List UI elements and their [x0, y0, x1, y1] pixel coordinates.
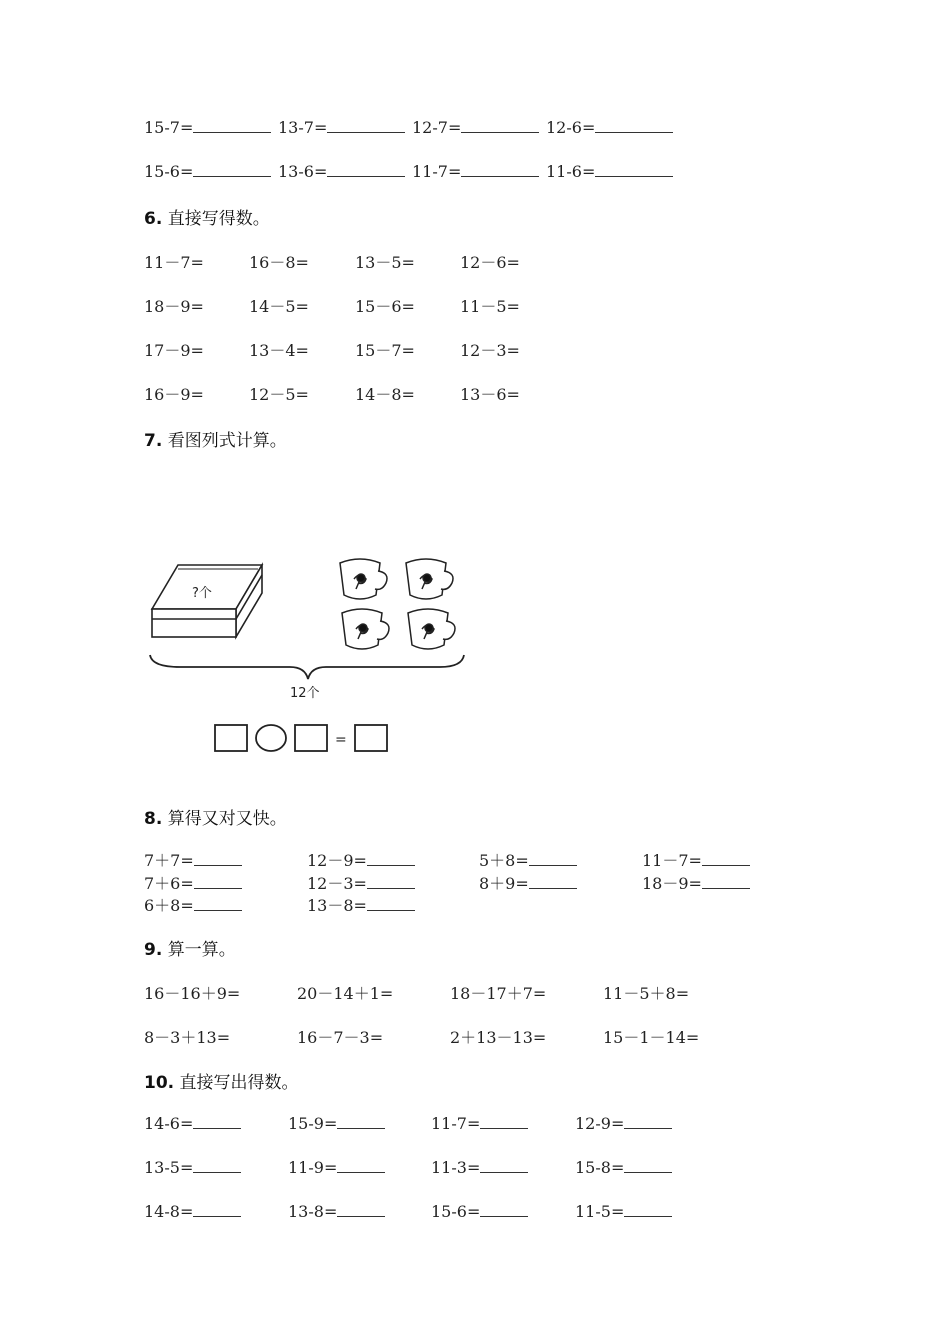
problem: 18－17＋7=	[450, 984, 547, 1003]
cup-icon	[340, 559, 387, 599]
answer-blank[interactable]	[624, 1158, 672, 1173]
problem: 12－3=	[460, 341, 520, 360]
operator-circle[interactable]	[256, 725, 286, 751]
problem: 2＋13－13=	[450, 1028, 547, 1047]
problem: 7＋6=	[144, 871, 242, 894]
problem: 13－5=	[355, 253, 415, 272]
problem: 16－9=	[144, 385, 204, 404]
answer-blank[interactable]	[461, 118, 539, 133]
section-9-heading: 9. 算一算。	[144, 940, 236, 960]
box-label: ?个	[192, 586, 212, 601]
answer-blank[interactable]	[702, 851, 750, 866]
problem: 16－8=	[249, 253, 309, 272]
answer-blank[interactable]	[367, 874, 415, 889]
problem: 12-7=	[412, 118, 539, 137]
problem: 11－7=	[144, 253, 204, 272]
cup-icon	[406, 559, 453, 599]
answer-blank[interactable]	[194, 851, 242, 866]
answer-blank[interactable]	[337, 1158, 385, 1173]
answer-blank[interactable]	[702, 874, 750, 889]
answer-blank[interactable]	[337, 1114, 385, 1129]
total-label: 12个	[290, 686, 320, 701]
answer-blank[interactable]	[480, 1158, 528, 1173]
picture-figure	[140, 545, 470, 760]
problem: 16－16＋9=	[144, 984, 241, 1003]
answer-blank[interactable]	[193, 1202, 241, 1217]
problem: 14－8=	[355, 385, 415, 404]
answer-blank[interactable]	[480, 1202, 528, 1217]
problem: 11-6=	[546, 162, 673, 181]
answer-blank[interactable]	[480, 1114, 528, 1129]
answer-box[interactable]	[215, 725, 247, 751]
problem: 12-6=	[546, 118, 673, 137]
problem: 11-3=	[431, 1158, 528, 1177]
problem: 15－1－14=	[603, 1028, 700, 1047]
problem: 11-7=	[412, 162, 539, 181]
answer-blank[interactable]	[193, 118, 271, 133]
problem: 16－7－3=	[297, 1028, 384, 1047]
answer-blank[interactable]	[193, 162, 271, 177]
problem: 15－6=	[355, 297, 415, 316]
problem: 8－3＋13=	[144, 1028, 231, 1047]
answer-blank[interactable]	[327, 118, 405, 133]
problem: 11－7=	[642, 848, 750, 871]
problem: 18－9=	[642, 871, 750, 894]
problem: 20－14＋1=	[297, 984, 394, 1003]
answer-blank[interactable]	[327, 162, 405, 177]
answer-blank[interactable]	[529, 851, 577, 866]
problem: 14-8=	[144, 1202, 241, 1221]
problem: 13－8=	[307, 893, 415, 916]
problem: 12－5=	[249, 385, 309, 404]
answer-blank[interactable]	[337, 1202, 385, 1217]
section-10-heading: 10. 直接写出得数。	[144, 1073, 299, 1093]
problem: 12－3=	[307, 871, 415, 894]
problem: 11－5＋8=	[603, 984, 690, 1003]
problem: 5＋8=	[479, 848, 577, 871]
answer-blank[interactable]	[529, 874, 577, 889]
problem: 17－9=	[144, 341, 204, 360]
answer-blank[interactable]	[193, 1158, 241, 1173]
brace-icon	[150, 655, 464, 679]
problem: 11-7=	[431, 1114, 528, 1133]
answer-blank[interactable]	[461, 162, 539, 177]
section-8-heading: 8. 算得又对又快。	[144, 809, 287, 829]
problem: 15-6=	[144, 162, 271, 181]
problem: 13-5=	[144, 1158, 241, 1177]
problem: 7＋7=	[144, 848, 242, 871]
answer-blank[interactable]	[194, 874, 242, 889]
problem: 15-6=	[431, 1202, 528, 1221]
problem: 11－5=	[460, 297, 520, 316]
problem: 13-6=	[278, 162, 405, 181]
section-7-heading: 7. 看图列式计算。	[144, 431, 287, 451]
problem: 14－5=	[249, 297, 309, 316]
answer-blank[interactable]	[194, 896, 242, 911]
cup-icon	[342, 609, 389, 649]
problem: 13-7=	[278, 118, 405, 137]
problem: 6＋8=	[144, 893, 242, 916]
answer-blank[interactable]	[624, 1202, 672, 1217]
problem: 13－4=	[249, 341, 309, 360]
answer-blank[interactable]	[367, 896, 415, 911]
problem: 15-9=	[288, 1114, 385, 1133]
problem: 15－7=	[355, 341, 415, 360]
answer-blank[interactable]	[595, 118, 673, 133]
problem: 18－9=	[144, 297, 204, 316]
equals-sign: =	[335, 732, 347, 748]
answer-blank[interactable]	[367, 851, 415, 866]
problem: 8＋9=	[479, 871, 577, 894]
section-6-heading: 6. 直接写得数。	[144, 209, 270, 229]
problem: 11-9=	[288, 1158, 385, 1177]
problem: 12-9=	[575, 1114, 672, 1133]
answer-box[interactable]	[355, 725, 387, 751]
cup-icon	[408, 609, 455, 649]
answer-blank[interactable]	[193, 1114, 241, 1129]
problem: 14-6=	[144, 1114, 241, 1133]
problem: 12－6=	[460, 253, 520, 272]
problem: 13－6=	[460, 385, 520, 404]
answer-blank[interactable]	[624, 1114, 672, 1129]
gift-box-icon	[152, 565, 262, 637]
answer-blank[interactable]	[595, 162, 673, 177]
problem: 15-8=	[575, 1158, 672, 1177]
problem: 15-7=	[144, 118, 271, 137]
problem: 12－9=	[307, 848, 415, 871]
answer-box[interactable]	[295, 725, 327, 751]
problem: 13-8=	[288, 1202, 385, 1221]
problem: 11-5=	[575, 1202, 672, 1221]
